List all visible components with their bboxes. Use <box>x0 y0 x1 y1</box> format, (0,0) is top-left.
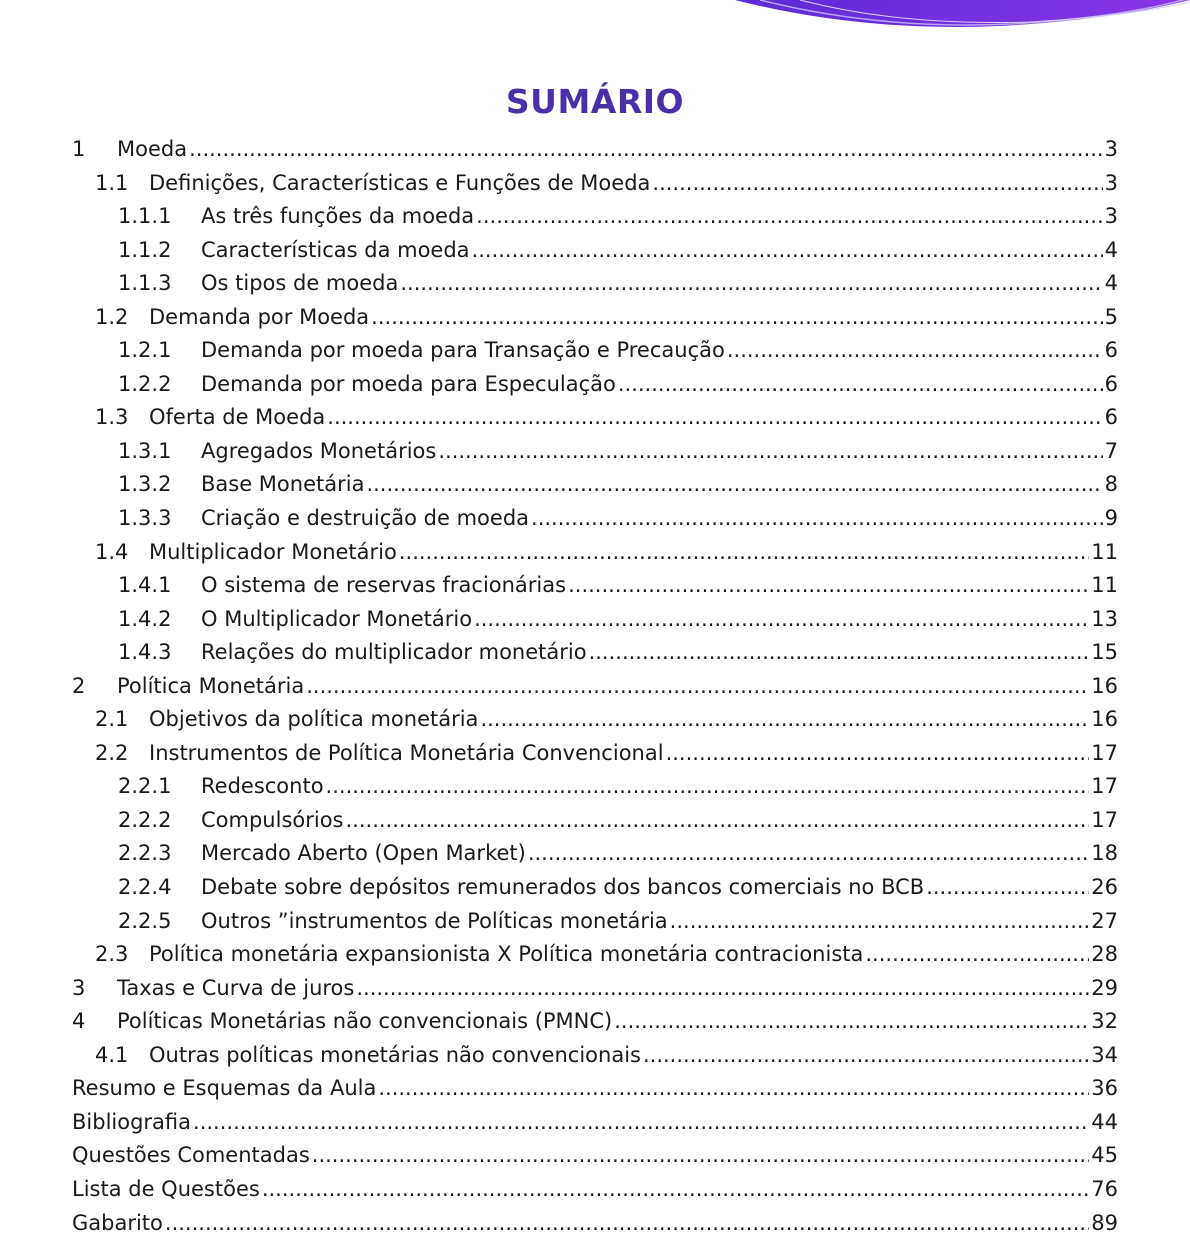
toc-entry-label: O sistema de reservas fracionárias <box>201 569 566 603</box>
toc-entry-label: Políticas Monetárias não convencionais (PMNC) <box>117 1005 612 1039</box>
toc-entry-label: Resumo e Esquemas da Aula <box>72 1072 376 1106</box>
toc-entry-page: 32 <box>1091 1005 1118 1039</box>
toc-entry-page: 4 <box>1105 234 1118 268</box>
toc-entry-page: 18 <box>1091 837 1118 871</box>
toc-dot-leader <box>474 603 1089 637</box>
toc-entry[interactable] <box>0 267 1190 301</box>
toc-entry-number: 1.4 <box>95 536 149 570</box>
toc-entry-label: Questões Comentadas <box>72 1139 310 1173</box>
toc-entry-page: 27 <box>1091 905 1118 939</box>
toc-entry-label: Os tipos de moeda <box>201 267 398 301</box>
toc-entry-page: 26 <box>1091 871 1118 905</box>
toc-dot-leader <box>356 972 1089 1006</box>
toc-entry[interactable] <box>0 972 1190 1006</box>
toc-entry-number: 1.4.3 <box>118 636 201 670</box>
toc-entry-page: 13 <box>1091 603 1118 637</box>
toc-entry-label: Definições, Características e Funções de Moeda <box>149 167 650 201</box>
toc-entry-number: 1 <box>72 133 117 167</box>
toc-entry[interactable] <box>0 1106 1190 1140</box>
banner-wave-shape <box>0 0 1190 40</box>
toc-entry-label: Mercado Aberto (Open Market) <box>201 837 526 871</box>
toc-entry[interactable] <box>0 938 1190 972</box>
toc-entry-label: Política monetária expansionista X Política monetária contracionista <box>149 938 863 972</box>
toc-dot-leader <box>865 938 1089 972</box>
toc-entry[interactable] <box>0 636 1190 670</box>
toc-dot-leader <box>346 804 1090 838</box>
toc-entry-page: 3 <box>1105 200 1118 234</box>
toc-entry-label: Gabarito <box>72 1207 163 1240</box>
toc-dot-leader <box>165 1207 1089 1240</box>
toc-dot-leader <box>262 1173 1089 1207</box>
toc-entry[interactable] <box>0 905 1190 939</box>
toc-entry-label: Debate sobre depósitos remunerados dos bancos comerciais no BCB <box>201 871 924 905</box>
toc-entry-number: 1.4.2 <box>118 603 201 637</box>
toc-entry-page: 34 <box>1091 1039 1118 1073</box>
toc-dot-leader <box>400 267 1102 301</box>
toc-entry-page: 29 <box>1091 972 1118 1006</box>
toc-dot-leader <box>438 435 1102 469</box>
toc-entry-label: Objetivos da política monetária <box>149 703 478 737</box>
toc-entry-label: Oferta de Moeda <box>149 401 325 435</box>
toc-entry-label: Agregados Monetários <box>201 435 436 469</box>
toc-entry-label: Relações do multiplicador monetário <box>201 636 587 670</box>
toc-entry-number: 2.3 <box>95 938 149 972</box>
toc-entry-page: 16 <box>1091 670 1118 704</box>
toc-entry-label: Criação e destruição de moeda <box>201 502 529 536</box>
toc-entry-page: 4 <box>1105 267 1118 301</box>
toc-entry-label: Instrumentos de Política Monetária Convencional <box>149 737 664 771</box>
toc-dot-leader <box>189 133 1103 167</box>
toc-dot-leader <box>618 368 1103 402</box>
toc-dot-leader <box>371 301 1102 335</box>
toc-entry-label: Outros ”instrumentos de Políticas monetária <box>201 905 668 939</box>
toc-dot-leader <box>643 1039 1089 1073</box>
toc-entry[interactable] <box>0 167 1190 201</box>
toc-entry-number: 2.2.2 <box>118 804 201 838</box>
toc-dot-leader <box>727 334 1103 368</box>
toc-entry[interactable] <box>0 804 1190 838</box>
toc-entry-page: 6 <box>1105 368 1118 402</box>
toc-entry-page: 6 <box>1105 401 1118 435</box>
toc-entry-number: 1.2 <box>95 301 149 335</box>
toc-entry-label: Outras políticas monetárias não convencionais <box>149 1039 641 1073</box>
toc-entry[interactable] <box>0 1207 1190 1240</box>
toc-entry[interactable] <box>0 737 1190 771</box>
toc-entry-page: 45 <box>1091 1139 1118 1173</box>
toc-entry[interactable] <box>0 1005 1190 1039</box>
toc-entry[interactable] <box>0 1139 1190 1173</box>
toc-entry[interactable] <box>0 200 1190 234</box>
toc-entry-number: 1.1.3 <box>118 267 201 301</box>
toc-dot-leader <box>476 200 1102 234</box>
toc-entry-label: As três funções da moeda <box>201 200 474 234</box>
toc-entry[interactable] <box>0 603 1190 637</box>
toc-entry-number: 2.2.3 <box>118 837 201 871</box>
toc-entry-number: 1.2.1 <box>118 334 201 368</box>
toc-entry[interactable] <box>0 703 1190 737</box>
toc-entry[interactable] <box>0 770 1190 804</box>
toc-entry-number: 1.1.2 <box>118 234 201 268</box>
toc-entry-page: 7 <box>1105 435 1118 469</box>
toc-dot-leader <box>926 871 1089 905</box>
toc-entry-page: 11 <box>1091 569 1118 603</box>
toc-entry-number: 4 <box>72 1005 117 1039</box>
toc-entry-page: 3 <box>1105 167 1118 201</box>
toc-entry-page: 17 <box>1091 804 1118 838</box>
toc-dot-leader <box>193 1106 1089 1140</box>
toc-entry-number: 1.1 <box>95 167 149 201</box>
toc-entry-number: 1.3.1 <box>118 435 201 469</box>
toc-entry-page: 6 <box>1105 334 1118 368</box>
toc-entry-label: Demanda por moeda para Especulação <box>201 368 616 402</box>
toc-entry-page: 36 <box>1091 1072 1118 1106</box>
toc-entry-number: 1.1.1 <box>118 200 201 234</box>
toc-dot-leader <box>306 670 1089 704</box>
toc-entry-page: 9 <box>1105 502 1118 536</box>
toc-entry[interactable] <box>0 1072 1190 1106</box>
toc-entry-number: 2.2.1 <box>118 770 201 804</box>
toc-entry-number: 2.1 <box>95 703 149 737</box>
table-of-contents <box>0 133 1190 1240</box>
toc-entry-page: 17 <box>1091 737 1118 771</box>
toc-entry-label: Moeda <box>117 133 187 167</box>
toc-entry-label: Características da moeda <box>201 234 470 268</box>
toc-entry-label: Demanda por moeda para Transação e Precaução <box>201 334 725 368</box>
toc-dot-leader <box>326 770 1090 804</box>
toc-entry[interactable] <box>0 502 1190 536</box>
toc-entry[interactable] <box>0 1173 1190 1207</box>
header-banner <box>0 0 1190 40</box>
toc-entry-label: Redesconto <box>201 770 324 804</box>
toc-entry[interactable] <box>0 837 1190 871</box>
toc-dot-leader <box>589 636 1090 670</box>
toc-entry-label: O Multiplicador Monetário <box>201 603 472 637</box>
toc-entry-number: 1.3.2 <box>118 468 201 502</box>
toc-entry-label: Compulsórios <box>201 804 344 838</box>
toc-entry[interactable] <box>0 871 1190 905</box>
toc-dot-leader <box>378 1072 1089 1106</box>
toc-entry-page: 5 <box>1105 301 1118 335</box>
toc-entry-number: 2.2 <box>95 737 149 771</box>
toc-entry-page: 28 <box>1091 938 1118 972</box>
toc-entry-label: Taxas e Curva de juros <box>117 972 354 1006</box>
toc-entry-page: 16 <box>1091 703 1118 737</box>
toc-entry-number: 1.3.3 <box>118 502 201 536</box>
toc-entry-number: 1.2.2 <box>118 368 201 402</box>
toc-entry-number: 2.2.4 <box>118 871 201 905</box>
toc-entry[interactable] <box>0 368 1190 402</box>
toc-entry-page: 44 <box>1091 1106 1118 1140</box>
toc-entry-page: 17 <box>1091 770 1118 804</box>
toc-entry-number: 4.1 <box>95 1039 149 1073</box>
toc-dot-leader <box>614 1005 1089 1039</box>
toc-entry-label: Bibliografia <box>72 1106 191 1140</box>
toc-dot-leader <box>666 737 1090 771</box>
toc-entry-number: 1.4.1 <box>118 569 201 603</box>
toc-entry-number: 2.2.5 <box>118 905 201 939</box>
toc-entry[interactable] <box>0 301 1190 335</box>
toc-entry-number: 2 <box>72 670 117 704</box>
toc-entry[interactable] <box>0 536 1190 570</box>
toc-entry[interactable] <box>0 468 1190 502</box>
toc-entry[interactable] <box>0 569 1190 603</box>
toc-entry[interactable] <box>0 401 1190 435</box>
toc-entry-number: 1.3 <box>95 401 149 435</box>
toc-entry-page: 3 <box>1105 133 1118 167</box>
toc-entry[interactable] <box>0 133 1190 167</box>
toc-dot-leader <box>670 905 1090 939</box>
toc-dot-leader <box>652 167 1102 201</box>
toc-entry[interactable] <box>0 435 1190 469</box>
toc-entry-label: Base Monetária <box>201 468 364 502</box>
toc-dot-leader <box>366 468 1102 502</box>
toc-dot-leader <box>472 234 1103 268</box>
toc-dot-leader <box>399 536 1089 570</box>
toc-dot-leader <box>312 1139 1090 1173</box>
toc-entry[interactable] <box>0 334 1190 368</box>
toc-entry-page: 8 <box>1105 468 1118 502</box>
toc-entry-label: Multiplicador Monetário <box>149 536 397 570</box>
page-title: SUMÁRIO <box>0 82 1190 121</box>
toc-entry-page: 76 <box>1091 1173 1118 1207</box>
toc-entry-number: 3 <box>72 972 117 1006</box>
toc-entry[interactable] <box>0 234 1190 268</box>
toc-entry-label: Lista de Questões <box>72 1173 260 1207</box>
toc-entry-page: 89 <box>1091 1207 1118 1240</box>
toc-entry-page: 15 <box>1091 636 1118 670</box>
toc-dot-leader <box>531 502 1103 536</box>
toc-entry[interactable] <box>0 670 1190 704</box>
toc-dot-leader <box>480 703 1089 737</box>
toc-entry-page: 11 <box>1091 536 1118 570</box>
toc-entry[interactable] <box>0 1039 1190 1073</box>
toc-dot-leader <box>568 569 1089 603</box>
toc-entry-label: Demanda por Moeda <box>149 301 369 335</box>
toc-dot-leader <box>528 837 1089 871</box>
toc-dot-leader <box>327 401 1102 435</box>
toc-entry-label: Política Monetária <box>117 670 304 704</box>
